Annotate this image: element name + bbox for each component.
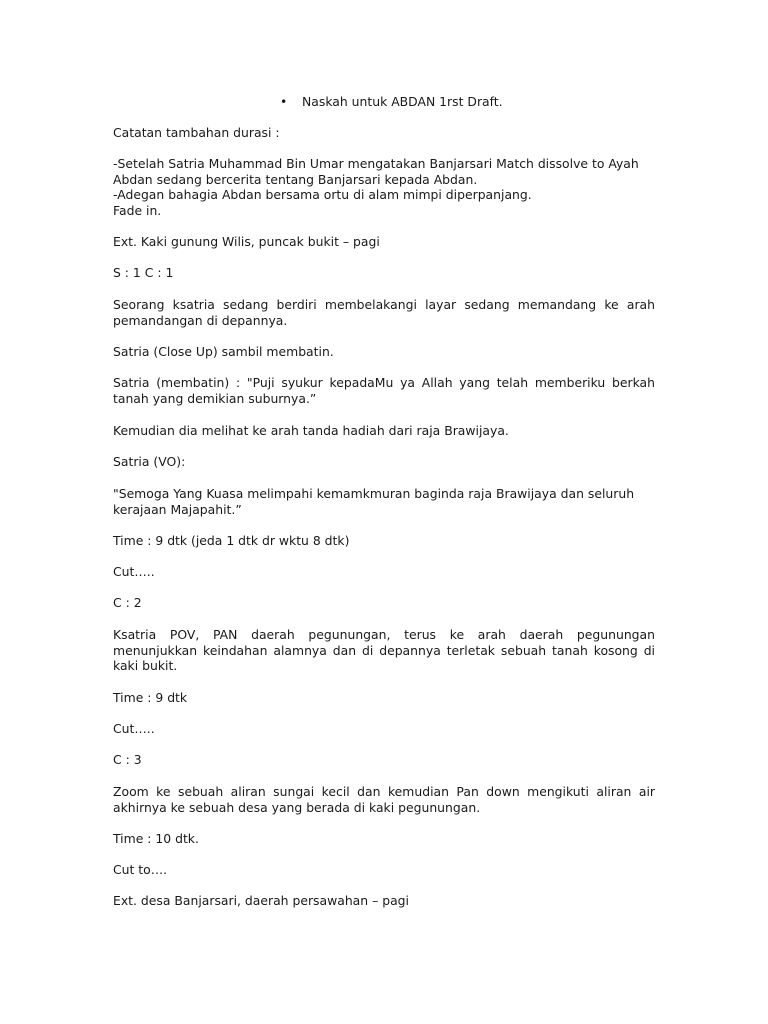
character-label: Satria (VO): bbox=[113, 454, 186, 469]
dialogue-paragraph: "Semoga Yang Kuasa melimpahi kemamkmuran baginda raja Brawijaya dan seluruh kerajaan Majapahit.” bbox=[113, 486, 635, 517]
bullet-icon: • bbox=[280, 94, 288, 109]
time-note: Time : 9 dtk bbox=[113, 690, 188, 705]
action-paragraph: Zoom ke sebuah aliran sungai kecil dan kemudian Pan down mengikuti aliran air akhirnya ke sebuah desa yang berada di kaki pegunungan. bbox=[113, 784, 655, 815]
note-line-2: -Adegan bahagia Abdan bersama ortu di alam mimpi diperpanjang. bbox=[113, 187, 532, 202]
action-paragraph: Ksatria POV, PAN daerah pegunungan, terus ke arah daerah pegunungan menunjukkan keindahan alamnya dan di depannya terletak sebuah tanah kosong di kaki bukit. bbox=[113, 627, 655, 673]
fade-in: Fade in. bbox=[113, 203, 162, 218]
shot-label: S : 1 C : 1 bbox=[113, 265, 174, 280]
shot-label: C : 3 bbox=[113, 752, 142, 767]
note-heading: Catatan tambahan durasi : bbox=[113, 125, 280, 140]
time-note: Time : 10 dtk. bbox=[113, 831, 199, 846]
draft-title: Naskah untuk ABDAN 1rst Draft. bbox=[302, 94, 503, 109]
scene-heading: Ext. Kaki gunung Wilis, puncak bukit – pagi bbox=[113, 234, 380, 249]
action-paragraph: Seorang ksatria sedang berdiri membelakangi layar sedang memandang ke arah pemandangan di depannya. bbox=[113, 297, 655, 328]
transition: Cut….. bbox=[113, 564, 155, 579]
scene-heading: Ext. desa Banjarsari, daerah persawahan – pagi bbox=[113, 893, 409, 908]
dialogue-paragraph: Satria (membatin) : "Puji syukur kepadaMu ya Allah yang telah memberiku berkah tanah yang demikian suburnya.” bbox=[113, 375, 655, 406]
note-line-1: -Setelah Satria Muhammad Bin Umar mengatakan Banjarsari Match dissolve to Ayah Abdan sedang bercerita tentang Banjarsari kepada Abdan. bbox=[113, 156, 639, 187]
time-note: Time : 9 dtk (jeda 1 dtk dr wktu 8 dtk) bbox=[113, 533, 350, 548]
action-paragraph: Kemudian dia melihat ke arah tanda hadiah dari raja Brawijaya. bbox=[113, 423, 509, 438]
transition: Cut….. bbox=[113, 721, 155, 736]
transition: Cut to…. bbox=[113, 862, 168, 877]
action-paragraph: Satria (Close Up) sambil membatin. bbox=[113, 344, 334, 359]
shot-label: C : 2 bbox=[113, 595, 142, 610]
